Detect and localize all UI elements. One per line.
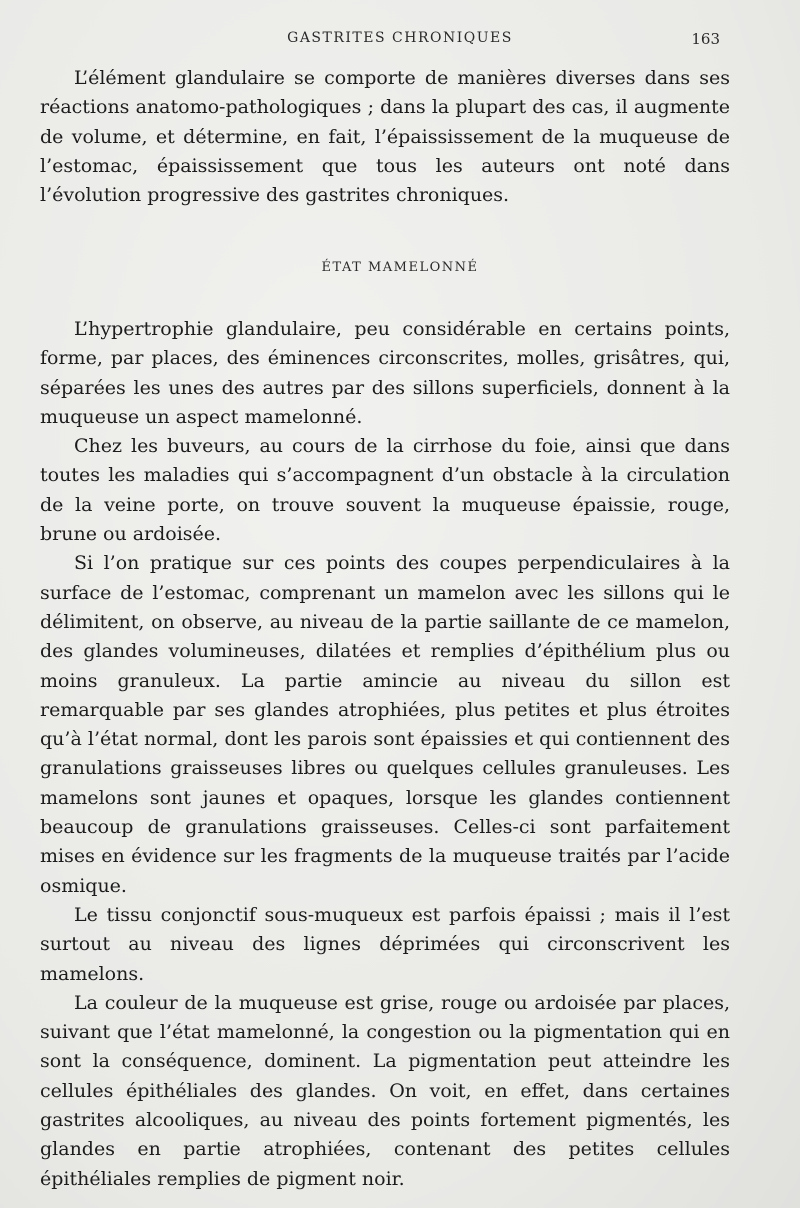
intro-paragraph: L’élément glandulaire se comporte de manières diverses dans ses réactions anatomo-pathologiques ; dans la plupart des cas, il augmente de volume, et détermine, en fait, l’épaississement de la muqueuse de l’estomac, épaississement que tous les auteurs ont noté dans l’évolution progressive des gastrites chroniques. [40,67,730,207]
intro-text-block [40,64,730,210]
section-text-block [40,315,730,1194]
paragraph-buveurs: Chez les buveurs, au cours de la cirrhose du foie, ainsi que dans toutes les maladies qui s’accompagnent d’un obstacle à la circulation de la veine porte, on trouve souvent la muqueuse épaissie, rouge, brune ou ardoisée. [40,435,730,546]
section-heading: ÉTAT MAMELONNÉ [321,260,479,275]
paragraph-couleur: La couleur de la muqueuse est grise, rouge ou ardoisée par places, suivant que l’état mamelonné, la congestion ou la pigmentation qui en sont la conséquence, dominent. La pigmentation peut atteindre les cellules épithéliales des glandes. On voit, en effet, dans certaines gastrites alcooliques, au niveau des points fortement pigmentés, les glandes en partie atrophiées, contenant des petites cellules épithéliales remplies de pigment noir. [40,991,730,1190]
paragraph-coupes: Si l’on pratique sur ces points des coupes perpendiculaires à la surface de l’estomac, comprenant un mamelon avec les sillons qui le délimitent, on observe, au niveau de la partie saillante de ce mamelon, des glandes volumineuses, dilatées et remplies d’épithélium plus ou moins granuleux. La partie amincie au niveau du sillon est remarquable par ses glandes atrophiées, plus petites et plus étroites qu’à l’état normal, dont les parois sont épaissies et qui contiennent des granulations graisseuses libres ou quelques cellules granuleuses. Les mamelons sont jaunes et opaques, lorsque les glandes contiennent beaucoup de granulations graisseuses. Celles-ci sont parfaitement mises en évidence sur les fragments de la muqueuse traités par l’acide osmique. [40,552,730,897]
running-title: GASTRITES CHRONIQUES [287,30,513,46]
paragraph-hypertrophie: L’hypertrophie glandulaire, peu considérable en certains points, forme, par places, des éminences circonscrites, molles, grisâtres, qui, séparées les unes des autres par des sillons superficiels, donnent à la muqueuse un aspect mamelonné. [40,318,730,428]
page-number: 163 [691,30,720,48]
running-head [0,30,800,54]
paragraph-tissu-conjonctif: Le tissu conjonctif sous-muqueux est parfois épaissi ; mais il l’est surtout au niveau des lignes déprimées qui circonscrivent les mamelons. [40,903,730,985]
